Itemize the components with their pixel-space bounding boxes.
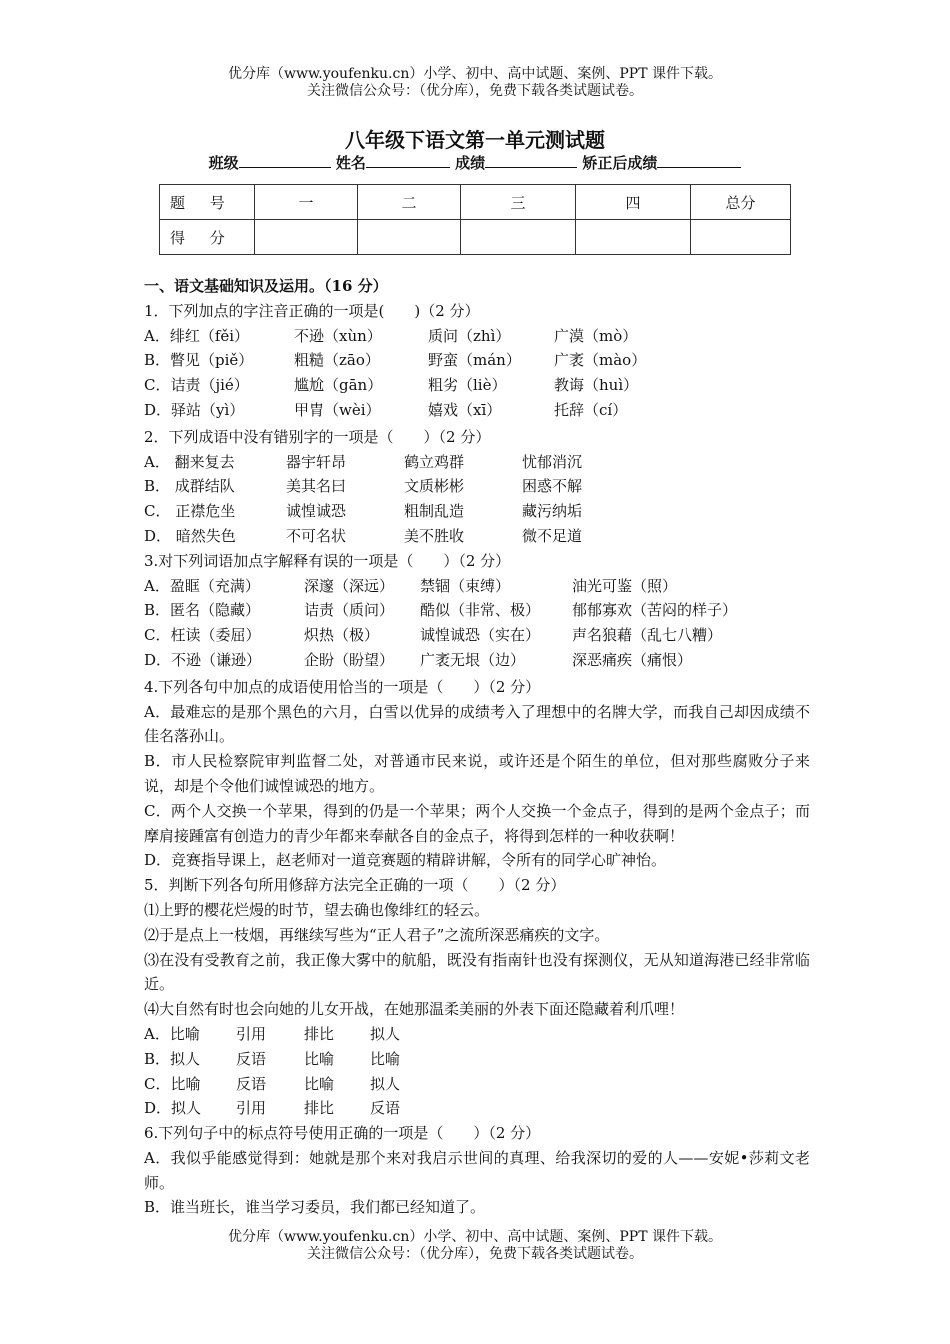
option-item: D． 暗然失色 [144, 526, 236, 545]
option-row [144, 1072, 810, 1097]
exam-content [144, 274, 810, 1220]
option-item: 禁锢（束缚） [420, 576, 511, 595]
option-row [144, 1047, 810, 1072]
option-item: 不可名状 [286, 526, 347, 545]
option-item: 引用 [236, 1024, 267, 1043]
table-cell: 得 分 [160, 220, 255, 255]
option-item: 微不足道 [522, 526, 583, 545]
class-blank[interactable] [239, 153, 331, 168]
option-item: 广袤（mào） [554, 351, 647, 370]
option-item: 反语 [370, 1099, 401, 1118]
table-cell: 二 [358, 185, 461, 220]
option-item: 炽热（极） [304, 626, 380, 645]
table-cell: 三 [461, 185, 576, 220]
question-stem: 1．下列加点的字注音正确的一项是( )（2 分） [144, 301, 480, 320]
page-header [0, 66, 950, 100]
question-stem: 5．判断下列各句所用修辞方法完全正确的一项（ ）（2 分） [144, 876, 566, 895]
header-line-1: 优分库（www.youfenku.cn）小学、初中、高中试题、案例、PPT 课件下载。 [227, 66, 722, 82]
option-item: 教诲（huì） [554, 376, 639, 395]
corrected-score-label: 矫正后成绩 [582, 154, 658, 172]
option-row [144, 324, 810, 349]
option-item: 油光可鉴（照） [572, 576, 678, 595]
option-row [144, 598, 810, 623]
option-row [144, 524, 810, 549]
option-item: 尴尬（gān） [294, 376, 383, 395]
name-blank[interactable] [366, 153, 450, 168]
option-row [144, 648, 810, 673]
option-row [144, 1096, 810, 1121]
question-stem: 6.下列句子中的标点符号使用正确的一项是（ ）（2 分） [144, 1124, 541, 1143]
question-stem: 4.下列各句中加点的成语使用恰当的一项是（ ）（2 分） [144, 677, 541, 696]
option-item: C． 正襟危坐 [144, 502, 236, 521]
option-item: D．不逊（谦逊） [144, 650, 262, 669]
option-item: 鹤立鸡群 [404, 452, 465, 471]
option-item: 比喻 [304, 1074, 335, 1093]
option-item: 甲胄（wèi） [294, 400, 381, 419]
option-item: 不逊（xùn） [294, 326, 382, 345]
option-item: 比喻 [304, 1049, 335, 1068]
option-item: 器宇轩昂 [286, 452, 347, 471]
option-item: D．驿站（yì） [144, 400, 245, 419]
score-cell[interactable] [461, 220, 576, 255]
option-item: D．拟人 [144, 1099, 202, 1118]
option-row [144, 373, 810, 398]
score-table-header-row [160, 185, 791, 220]
option-row [144, 1022, 810, 1047]
option-item: 反语 [236, 1074, 267, 1093]
option-item: 美其名曰 [286, 477, 347, 496]
footer-line-1: 优分库（www.youfenku.cn）小学、初中、高中试题、案例、PPT 课件下载。 [227, 1229, 722, 1245]
option-item: 粗糙（zāo） [294, 351, 380, 370]
option-item: 排比 [304, 1024, 335, 1043]
option-item: B． 成群结队 [144, 477, 235, 496]
option-item: 郁郁寡欢（苦闷的样子） [572, 601, 738, 620]
section-heading: 一、语文基础知识及运用。（16 分） [144, 277, 388, 295]
option-item: B．瞥见（piě） [144, 351, 254, 370]
option-item: 深邃（深远） [304, 576, 395, 595]
option-item: A． 翻来复去 [144, 452, 235, 471]
option-item: 诚惶诚恐 [286, 502, 347, 521]
option-row [144, 450, 810, 475]
option-item: A．盈眶（充满） [144, 576, 260, 595]
option-item: 藏污纳垢 [522, 502, 583, 521]
option-paragraph: D．竞赛指导课上，赵老师对一道竞赛题的精辟讲解，令所有的同学心旷神怡。 [144, 851, 667, 870]
option-item: 排比 [304, 1099, 335, 1118]
option-row [144, 398, 810, 423]
score-cell[interactable] [691, 220, 791, 255]
question-stem: 3.对下列词语加点字解释有误的一项是（ ）（2 分） [144, 551, 511, 570]
name-label: 姓名 [335, 154, 366, 172]
score-cell[interactable] [255, 220, 358, 255]
option-item: 忧郁消沉 [522, 452, 583, 471]
option-item: 反语 [236, 1049, 267, 1068]
option-item: A．比喻 [144, 1024, 200, 1043]
option-item: 粗劣（liè） [428, 376, 507, 395]
option-item: 困惑不解 [522, 477, 583, 496]
score-label: 成绩 [455, 154, 486, 172]
question-stem: 2．下列成语中没有错别字的一项是（ ）（2 分） [144, 427, 491, 446]
option-item: 拟人 [370, 1074, 401, 1093]
option-item: 声名狼藉（乱七八糟） [572, 626, 723, 645]
option-paragraph: A．最难忘的是那个黑色的六月，白雪以优异的成绩考入了理想中的名牌大学，而我自己却因成绩不佳名落孙山。 [144, 702, 810, 746]
sentence-item: ⑵于是点上一枝烟，再继续写些为“正人君子”之流所深恶痛疾的文字。 [144, 925, 610, 944]
option-item: 企盼（盼望） [304, 650, 395, 669]
option-item: 广袤无垠（边） [420, 650, 526, 669]
option-item: B．匿名（隐藏） [144, 601, 261, 620]
score-blank[interactable] [485, 153, 577, 168]
option-item: 野蛮（mán） [428, 351, 521, 370]
option-item: 质问（zhì） [428, 326, 511, 345]
option-item: 诘责（质问） [304, 601, 395, 620]
sentence-item: ⑴上野的樱花烂熳的时节，望去确也像绯红的轻云。 [144, 900, 490, 919]
score-cell[interactable] [576, 220, 691, 255]
option-item: B．拟人 [144, 1049, 201, 1068]
option-item: 深恶痛疾（痛恨） [572, 650, 693, 669]
option-item: 嬉戏（xī） [428, 400, 502, 419]
option-paragraph: B．市人民检察院审判监督二处，对普通市民来说，或许还是个陌生的单位，但对那些腐败分子来说，却是个令他们诚惶诚恐的地方。 [144, 752, 810, 795]
option-paragraph: B．谁当班长，谁当学习委员，我们都已经知道了。 [144, 1198, 486, 1217]
option-row [144, 574, 810, 599]
table-cell: 一 [255, 185, 358, 220]
option-item: 美不胜收 [404, 526, 465, 545]
option-row [144, 623, 810, 648]
option-row [144, 474, 810, 499]
option-item: 引用 [236, 1099, 267, 1118]
option-item: 酷似（非常、极） [420, 601, 541, 620]
option-item: C．枉读（委屈） [144, 626, 261, 645]
table-cell: 四 [576, 185, 691, 220]
option-item: 诚惶诚恐（实在） [420, 626, 541, 645]
score-cell[interactable] [358, 220, 461, 255]
corrected-score-blank[interactable] [657, 153, 741, 168]
page-title: 八年级下语文第一单元测试题 [345, 128, 605, 152]
option-item: 文质彬彬 [404, 477, 465, 496]
option-item: A．绯红（fěi） [144, 326, 250, 345]
class-label: 班级 [208, 154, 239, 172]
sentence-item: ⑶在没有受教育之前，我正像大雾中的航船，既没有指南针也没有探测仪，无从知道海港已经非常临近。 [144, 950, 810, 994]
option-item: C．比喻 [144, 1074, 201, 1093]
option-item: 广漠（mò） [554, 326, 638, 345]
page-footer [0, 1229, 950, 1263]
option-item: C．诘责（jié） [144, 376, 249, 395]
sentence-item: ⑷大自然有时也会向她的儿女开战，在她那温柔美丽的外表下面还隐藏着利爪哩！ [144, 1000, 685, 1019]
option-item: 比喻 [370, 1049, 401, 1068]
option-paragraph: A．我似乎能感觉得到：她就是那个来对我启示世间的真理、给我深切的爱的人——安妮•莎莉文老师。 [144, 1148, 810, 1192]
option-item: 粗制乱造 [404, 502, 465, 521]
score-table-score-row [160, 220, 791, 255]
header-line-2: 关注微信公众号：（优分库），免费下载各类试题试卷。 [307, 83, 643, 99]
table-cell: 题 号 [160, 185, 255, 220]
option-row [144, 499, 810, 524]
option-row [144, 348, 810, 373]
option-item: 托辞（cí） [554, 400, 628, 419]
option-paragraph: C．两个人交换一个苹果，得到的仍是一个苹果；两个人交换一个金点子，得到的是两个金点子；而摩肩接踵富有创造力的青少年都来奉献各自的金点子，将得到怎样的一种收获啊！ [144, 801, 810, 845]
student-info-line [0, 152, 950, 173]
table-cell: 总分 [691, 185, 791, 220]
footer-line-2: 关注微信公众号：（优分库），免费下载各类试题试卷。 [307, 1246, 643, 1262]
score-table [159, 184, 791, 255]
option-item: 拟人 [370, 1024, 401, 1043]
